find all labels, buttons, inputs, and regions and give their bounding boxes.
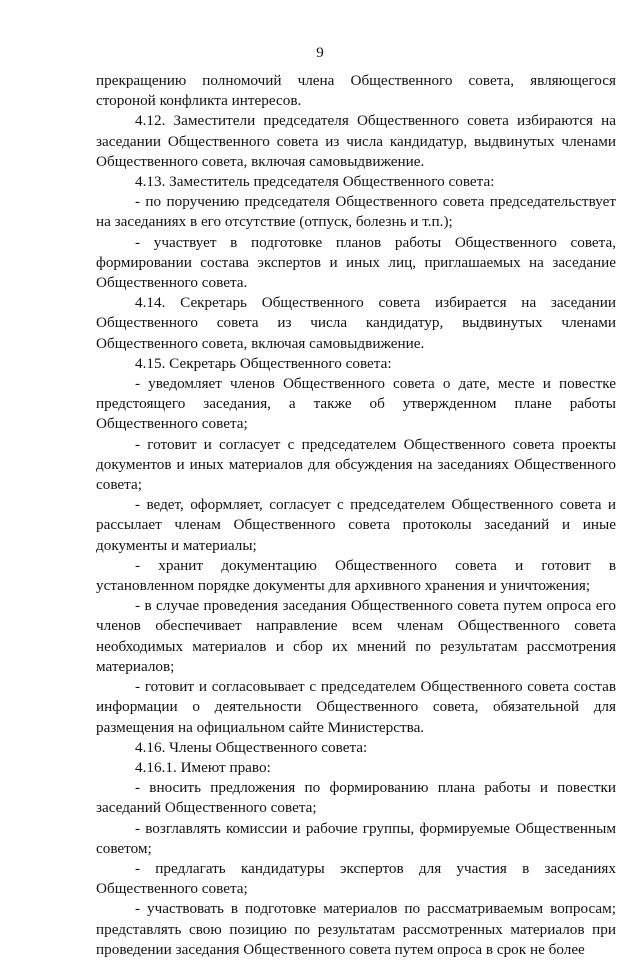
clause-4-13-heading: 4.13. Заместитель председателя Общественного совета: (135, 173, 495, 191)
clause-4-15-item: - в случае проведения заседания Общественного совета путем опроса его членов обеспечивает направление всем членам Общественного совета необходимых материалов и сбор их мнений по результатам рассмотрения материалов; (96, 597, 616, 675)
paragraph-continuation: прекращению полномочий члена Общественного совета, являющегося стороной конфликта интересов. (96, 72, 616, 110)
clause-4-15-item: - готовит и согласует с председателем Общественного совета проекты документов и иных материалов для обсуждения на заседаниях Общественного совета; (96, 435, 616, 494)
clause-4-16-1-item: - участвовать в подготовке материалов по рассматриваемым вопросам; представлять свою позицию по результатам рассмотренных материалов при проведении заседания Общественного совета путем опроса в срок не более (96, 900, 616, 958)
clause-4-12: 4.12. Заместители председателя Общественного совета избираются на заседании Общественного совета из числа кандидатур, выдвинутых членами Общественного совета, включая самовыдвижение. (96, 112, 616, 170)
clause-4-13-item: - по поручению председателя Общественного совета председательствует на заседаниях в его отсутствие (отпуск, болезнь и т.п.); (96, 193, 616, 231)
clause-4-15-item: - уведомляет членов Общественного совета о дате, месте и повестке предстоящего заседания, а также об утвержденном плане работы Общественного совета; (96, 375, 616, 433)
clause-4-15-item: - ведет, оформляет, согласует с председателем Общественного совета и рассылает членам Общественного совета протоколы заседаний и иные документы и материалы; (96, 496, 616, 554)
clause-4-16-1-item: - вносить предложения по формированию плана работы и повестки заседаний Общественного совета; (96, 779, 616, 817)
document-body (96, 71, 616, 960)
clause-4-15-item: - хранит документацию Общественного совета и готовит в установленном порядке документы для архивного хранения и уничтожения; (96, 556, 616, 595)
page-number: 9 (316, 45, 324, 61)
clause-4-15-heading: 4.15. Секретарь Общественного совета: (135, 354, 392, 372)
clause-4-15-item: - готовит и согласовывает с председателем Общественного совета состав информации о деятельности Общественного совета, обязательной для размещения на официальном сайте Министерства. (96, 678, 616, 736)
clause-4-16-1-item: - предлагать кандидатуры экспертов для участия в заседаниях Общественного совета; (96, 859, 616, 898)
clause-4-16-heading: 4.16. Члены Общественного совета: (135, 738, 368, 756)
clause-4-14: 4.14. Секретарь Общественного совета избирается на заседании Общественного совета из числа кандидатур, выдвинутых членами Общественного совета, включая самовыдвижение. (96, 294, 616, 352)
clause-4-16-1-item: - возглавлять комиссии и рабочие группы, формируемые Общественным советом; (96, 819, 616, 857)
clause-4-13-item: - участвует в подготовке планов работы Общественного совета, формировании состава экспертов и иных лиц, приглашаемых на заседание Общественного совета. (96, 233, 616, 292)
clause-4-16-1-heading: 4.16.1. Имеют право: (135, 758, 271, 776)
